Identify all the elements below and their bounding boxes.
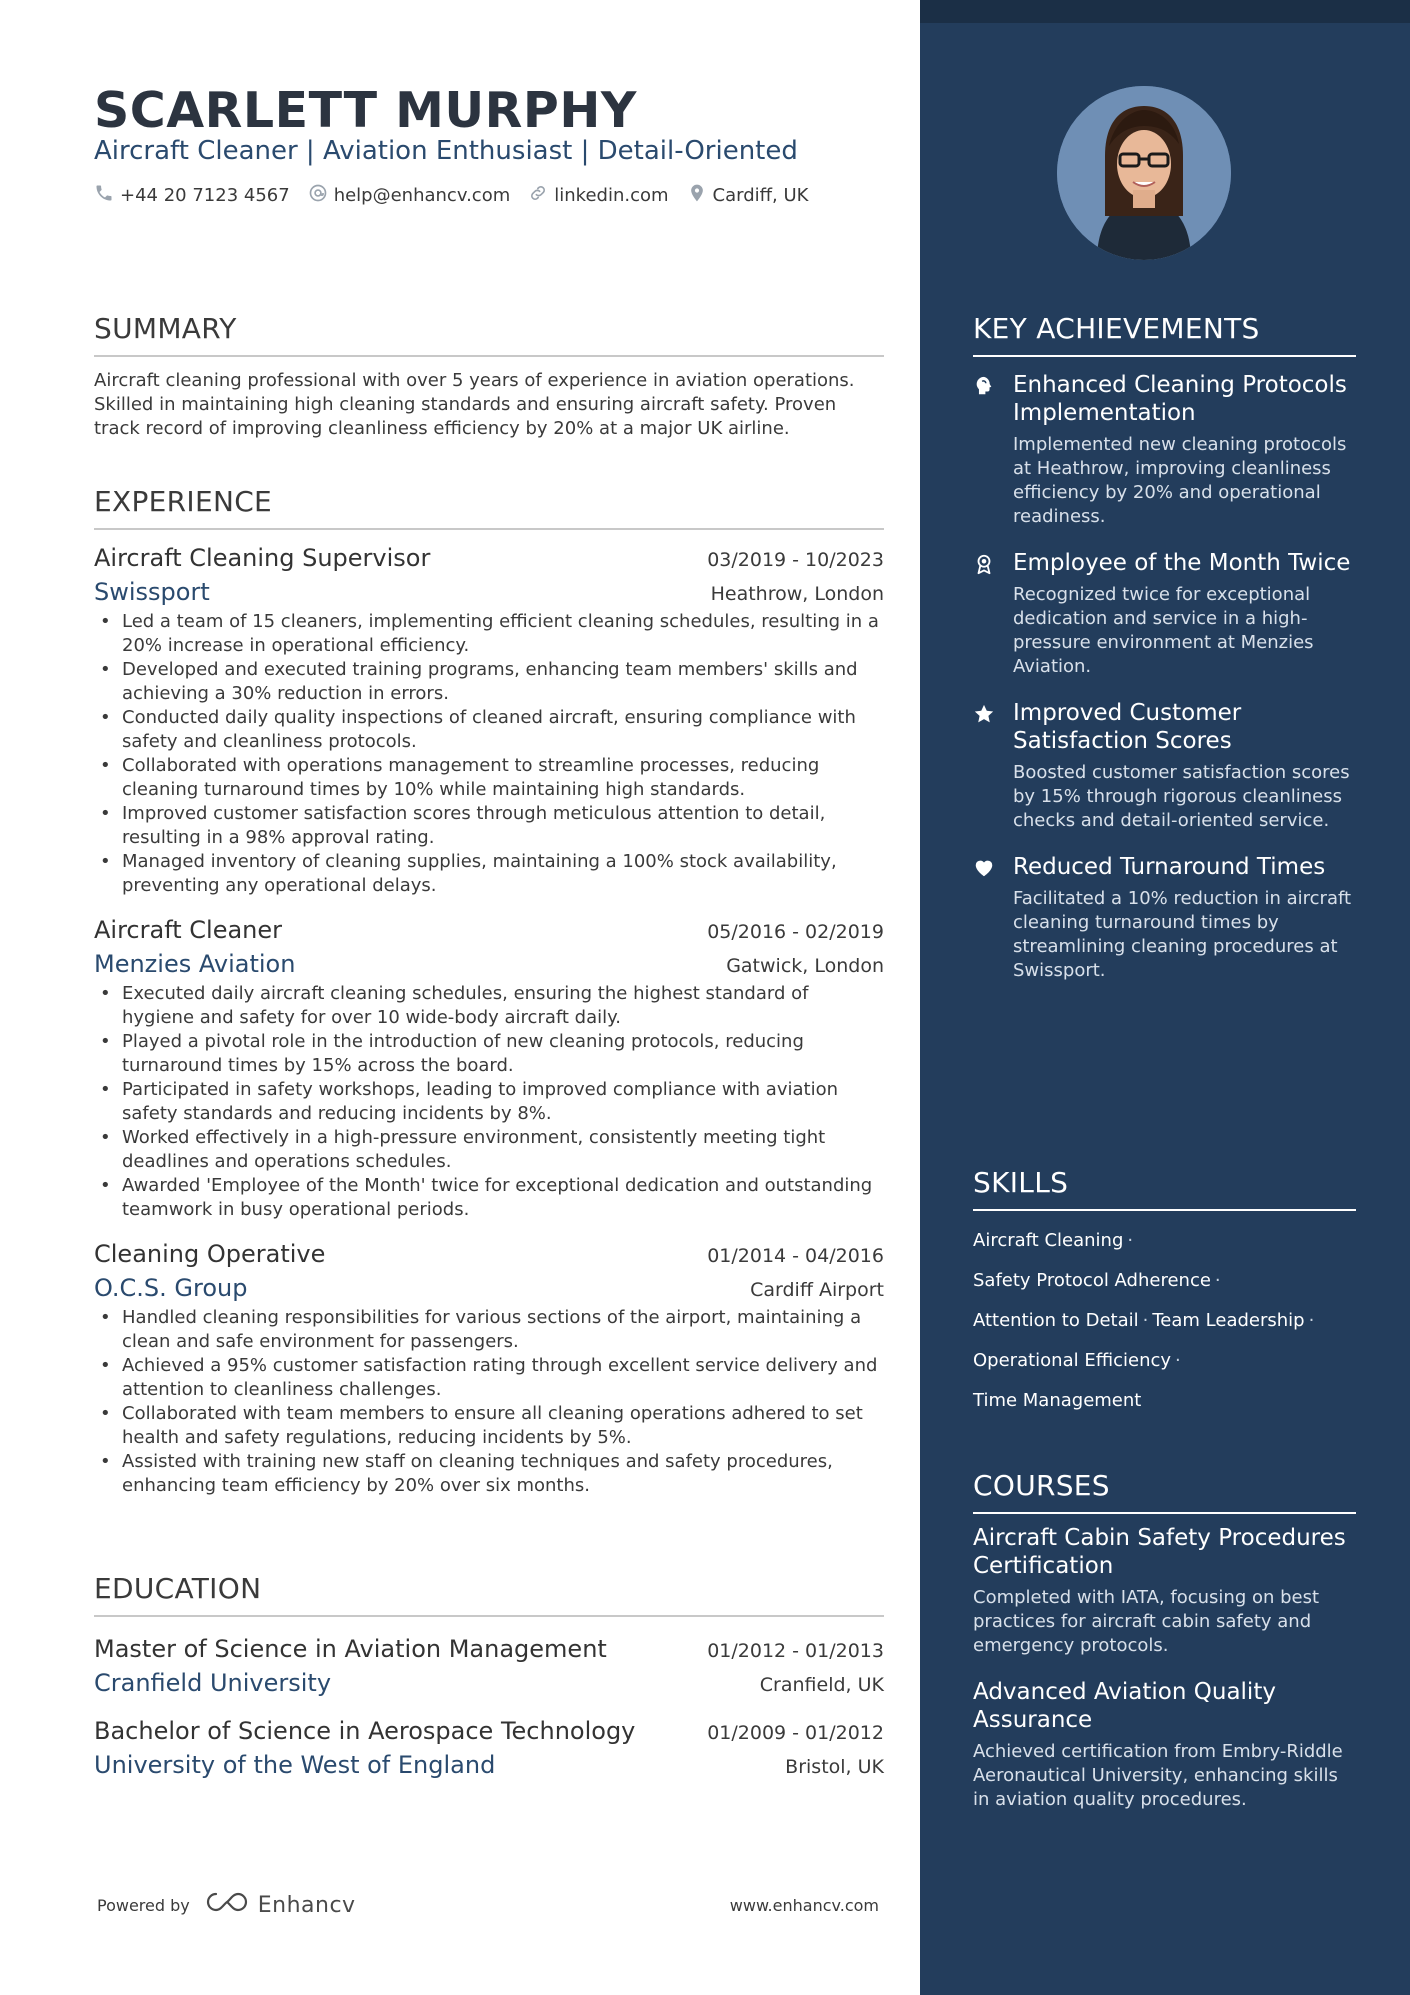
powered-by xyxy=(97,1890,356,1920)
job-bullets xyxy=(94,982,884,1222)
job-location: Heathrow, London xyxy=(710,583,884,605)
job-dates: 01/2014 - 04/2016 xyxy=(707,1245,884,1267)
skill-line xyxy=(973,1221,1356,1261)
skill-line xyxy=(973,1301,1356,1341)
achievement-desc: Boosted customer satisfaction scores by 15% through rigorous cleanliness checks and detail-oriented service. xyxy=(1013,762,1350,831)
job-dates: 03/2019 - 10/2023 xyxy=(707,549,884,571)
skill-separator: · xyxy=(1214,1270,1221,1291)
sidebar-top-band xyxy=(920,0,1410,23)
headline: Aircraft Cleaner | Aviation Enthusiast | Detail-Oriented xyxy=(94,136,798,166)
job-location: Cardiff Airport xyxy=(750,1279,884,1301)
summary-text: Aircraft cleaning professional with over 5 years of experience in aviation operations. Skilled in maintaining high cleaning standards and ensuring aircraft safety. Proven track record of improving cleanliness efficiency by 20% at a major UK airline. xyxy=(94,370,855,439)
powered-by-label: Powered by xyxy=(97,1895,190,1915)
skill-item: Safety Protocol Adherence xyxy=(973,1270,1211,1291)
company-name: Swissport xyxy=(94,578,210,606)
brain-icon xyxy=(973,371,1013,529)
bullet-item: • Participated in safety workshops, leading to improved compliance with aviation safety standards and reducing incidents by 8%. xyxy=(94,1078,884,1126)
achievements-title: KEY ACHIEVEMENTS xyxy=(973,312,1260,345)
at-icon xyxy=(308,183,328,208)
achievement-title: Employee of the Month Twice xyxy=(1013,550,1351,576)
education-entry xyxy=(94,1635,884,1697)
summary-divider xyxy=(94,355,884,357)
courses-title: COURSES xyxy=(973,1469,1110,1502)
bullet-item: • Achieved a 95% customer satisfaction rating through excellent service delivery and attention to cleanliness challenges. xyxy=(94,1354,884,1402)
job-bullets xyxy=(94,610,884,898)
achievement-item xyxy=(973,699,1356,833)
contact-phone[interactable] xyxy=(94,183,290,208)
job-title: Cleaning Operative xyxy=(94,1240,326,1268)
bullet-item: • Led a team of 15 cleaners, implementing efficient cleaning schedules, resulting in a 20% increase in operational efficiency. xyxy=(94,610,884,658)
skills-list xyxy=(973,1221,1356,1421)
course-title: Aircraft Cabin Safety Procedures Certification xyxy=(973,1525,1346,1579)
profile-photo xyxy=(1057,86,1231,260)
experience-title: EXPERIENCE xyxy=(94,485,273,518)
skill-item: Team Leadership xyxy=(1152,1310,1305,1331)
bullet-item: • Collaborated with operations management to streamline processes, reducing cleaning turnaround times by 10% while maintaining high standards. xyxy=(94,754,884,802)
contact-location xyxy=(687,183,809,208)
summary-section xyxy=(94,312,884,441)
brand-name: Enhancv xyxy=(257,1892,356,1918)
degree-title: Master of Science in Aviation Management xyxy=(94,1635,607,1663)
school-name: Cranfield University xyxy=(94,1669,332,1697)
job-bullets xyxy=(94,1306,884,1498)
skill-line xyxy=(973,1341,1356,1381)
job-entry xyxy=(94,916,884,1222)
bullet-item: • Developed and executed training programs, enhancing team members' skills and achieving a 30% reduction in errors. xyxy=(94,658,884,706)
enhancv-logo-icon xyxy=(204,1890,250,1920)
courses-divider xyxy=(973,1512,1356,1514)
heart-icon xyxy=(973,853,1013,983)
bullet-item: • Managed inventory of cleaning supplies, maintaining a 100% stock availability, preventing any operational delays. xyxy=(94,850,884,898)
course-item xyxy=(973,1524,1356,1658)
skill-line xyxy=(973,1261,1356,1301)
school-location: Cranfield, UK xyxy=(759,1674,884,1696)
school-location: Bristol, UK xyxy=(785,1756,884,1778)
course-item xyxy=(973,1678,1356,1812)
website-link[interactable]: www.enhancv.com xyxy=(729,1895,879,1915)
experience-divider xyxy=(94,528,884,530)
skill-item: Aircraft Cleaning xyxy=(973,1230,1124,1251)
bullet-item: • Awarded 'Employee of the Month' twice for exceptional dedication and outstanding teamwork in busy operational periods. xyxy=(94,1174,884,1222)
school-name: University of the West of England xyxy=(94,1751,496,1779)
achievement-item xyxy=(973,853,1356,983)
job-dates: 05/2016 - 02/2019 xyxy=(707,921,884,943)
degree-title: Bachelor of Science in Aerospace Technology xyxy=(94,1717,636,1745)
achievement-item xyxy=(973,371,1356,529)
company-name: O.C.S. Group xyxy=(94,1274,248,1302)
job-title: Aircraft Cleaner xyxy=(94,916,283,944)
achievement-title: Improved Customer Satisfaction Scores xyxy=(1013,700,1242,754)
achievement-title: Enhanced Cleaning Protocols Implementation xyxy=(1013,372,1347,426)
phone-icon xyxy=(94,183,114,208)
education-divider xyxy=(94,1615,884,1617)
bullet-item: • Handled cleaning responsibilities for various sections of the airport, maintaining a clean and safe environment for passengers. xyxy=(94,1306,884,1354)
education-section xyxy=(94,1572,884,1779)
experience-section xyxy=(94,485,884,1498)
link-icon xyxy=(528,183,548,208)
skill-separator: · xyxy=(1308,1310,1315,1331)
skill-separator: · xyxy=(1127,1230,1134,1251)
brand-logo[interactable] xyxy=(204,1890,356,1920)
course-desc: Completed with IATA, focusing on best practices for aircraft cabin safety and emergency protocols. xyxy=(973,1587,1320,1656)
star-icon xyxy=(973,699,1013,833)
company-name: Menzies Aviation xyxy=(94,950,296,978)
sidebar xyxy=(920,0,1410,1995)
achievement-item xyxy=(973,549,1356,679)
summary-title: SUMMARY xyxy=(94,312,237,345)
candidate-name: SCARLETT MURPHY xyxy=(94,82,637,139)
education-title: EDUCATION xyxy=(94,1572,262,1605)
achievement-desc: Implemented new cleaning protocols at Heathrow, improving cleanliness efficiency by 20% and operational readiness. xyxy=(1013,434,1347,527)
contact-linkedin[interactable] xyxy=(528,183,668,208)
job-title: Aircraft Cleaning Supervisor xyxy=(94,544,431,572)
bullet-item: • Conducted daily quality inspections of cleaned aircraft, ensuring compliance with safety and cleanliness protocols. xyxy=(94,706,884,754)
linkedin-text: linkedin.com xyxy=(554,185,669,206)
courses-section xyxy=(973,1469,1356,1812)
skill-item: Operational Efficiency xyxy=(973,1350,1172,1371)
achievements-section xyxy=(973,312,1356,983)
skill-separator: · xyxy=(1175,1350,1181,1371)
location-text: Cardiff, UK xyxy=(712,185,809,206)
skill-item: Attention to Detail xyxy=(973,1310,1139,1331)
education-entry xyxy=(94,1717,884,1779)
achievement-title: Reduced Turnaround Times xyxy=(1013,854,1326,880)
skill-separator: · xyxy=(1142,1310,1149,1331)
skill-item: Time Management xyxy=(973,1390,1142,1411)
bullet-item: • Collaborated with team members to ensure all cleaning operations adhered to set health and safety regulations, reducing incidents by 5%. xyxy=(94,1402,884,1450)
course-desc: Achieved certification from Embry-Riddle Aeronautical University, enhancing skills in aviation quality procedures. xyxy=(973,1741,1343,1810)
education-dates: 01/2012 - 01/2013 xyxy=(707,1640,884,1662)
skills-section xyxy=(973,1166,1356,1421)
bullet-item: • Executed daily aircraft cleaning schedules, ensuring the highest standard of hygiene and safety for over 10 wide-body aircraft daily. xyxy=(94,982,884,1030)
contact-row xyxy=(94,183,808,208)
course-title: Advanced Aviation Quality Assurance xyxy=(973,1679,1276,1733)
contact-email[interactable] xyxy=(308,183,511,208)
job-entry xyxy=(94,1240,884,1498)
bullet-item: • Improved customer satisfaction scores through meticulous attention to detail, resulting in a 98% approval rating. xyxy=(94,802,884,850)
location-icon xyxy=(687,183,707,208)
achievement-desc: Facilitated a 10% reduction in aircraft cleaning turnaround times by streamlining cleaning procedures at Swissport. xyxy=(1013,888,1352,981)
achievements-divider xyxy=(973,355,1356,357)
phone-text: +44 20 7123 4567 xyxy=(120,185,290,206)
bullet-item: • Played a pivotal role in the introduction of new cleaning protocols, reducing turnaround times by 15% across the board. xyxy=(94,1030,884,1078)
skill-line xyxy=(973,1381,1356,1421)
footer xyxy=(97,1890,879,1920)
award-icon xyxy=(973,549,1013,679)
job-entry xyxy=(94,544,884,898)
email-text: help@enhancv.com xyxy=(333,185,511,206)
achievement-desc: Recognized twice for exceptional dedication and service in a high-pressure environment at Menzies Aviation. xyxy=(1013,584,1314,677)
skills-divider xyxy=(973,1209,1356,1211)
job-location: Gatwick, London xyxy=(726,955,884,977)
bullet-item: • Assisted with training new staff on cleaning techniques and safety procedures, enhancing team efficiency by 20% over six months. xyxy=(94,1450,884,1498)
skills-title: SKILLS xyxy=(973,1166,1069,1199)
education-dates: 01/2009 - 01/2012 xyxy=(707,1722,884,1744)
bullet-item: • Worked effectively in a high-pressure environment, consistently meeting tight deadlines and operations schedules. xyxy=(94,1126,884,1174)
